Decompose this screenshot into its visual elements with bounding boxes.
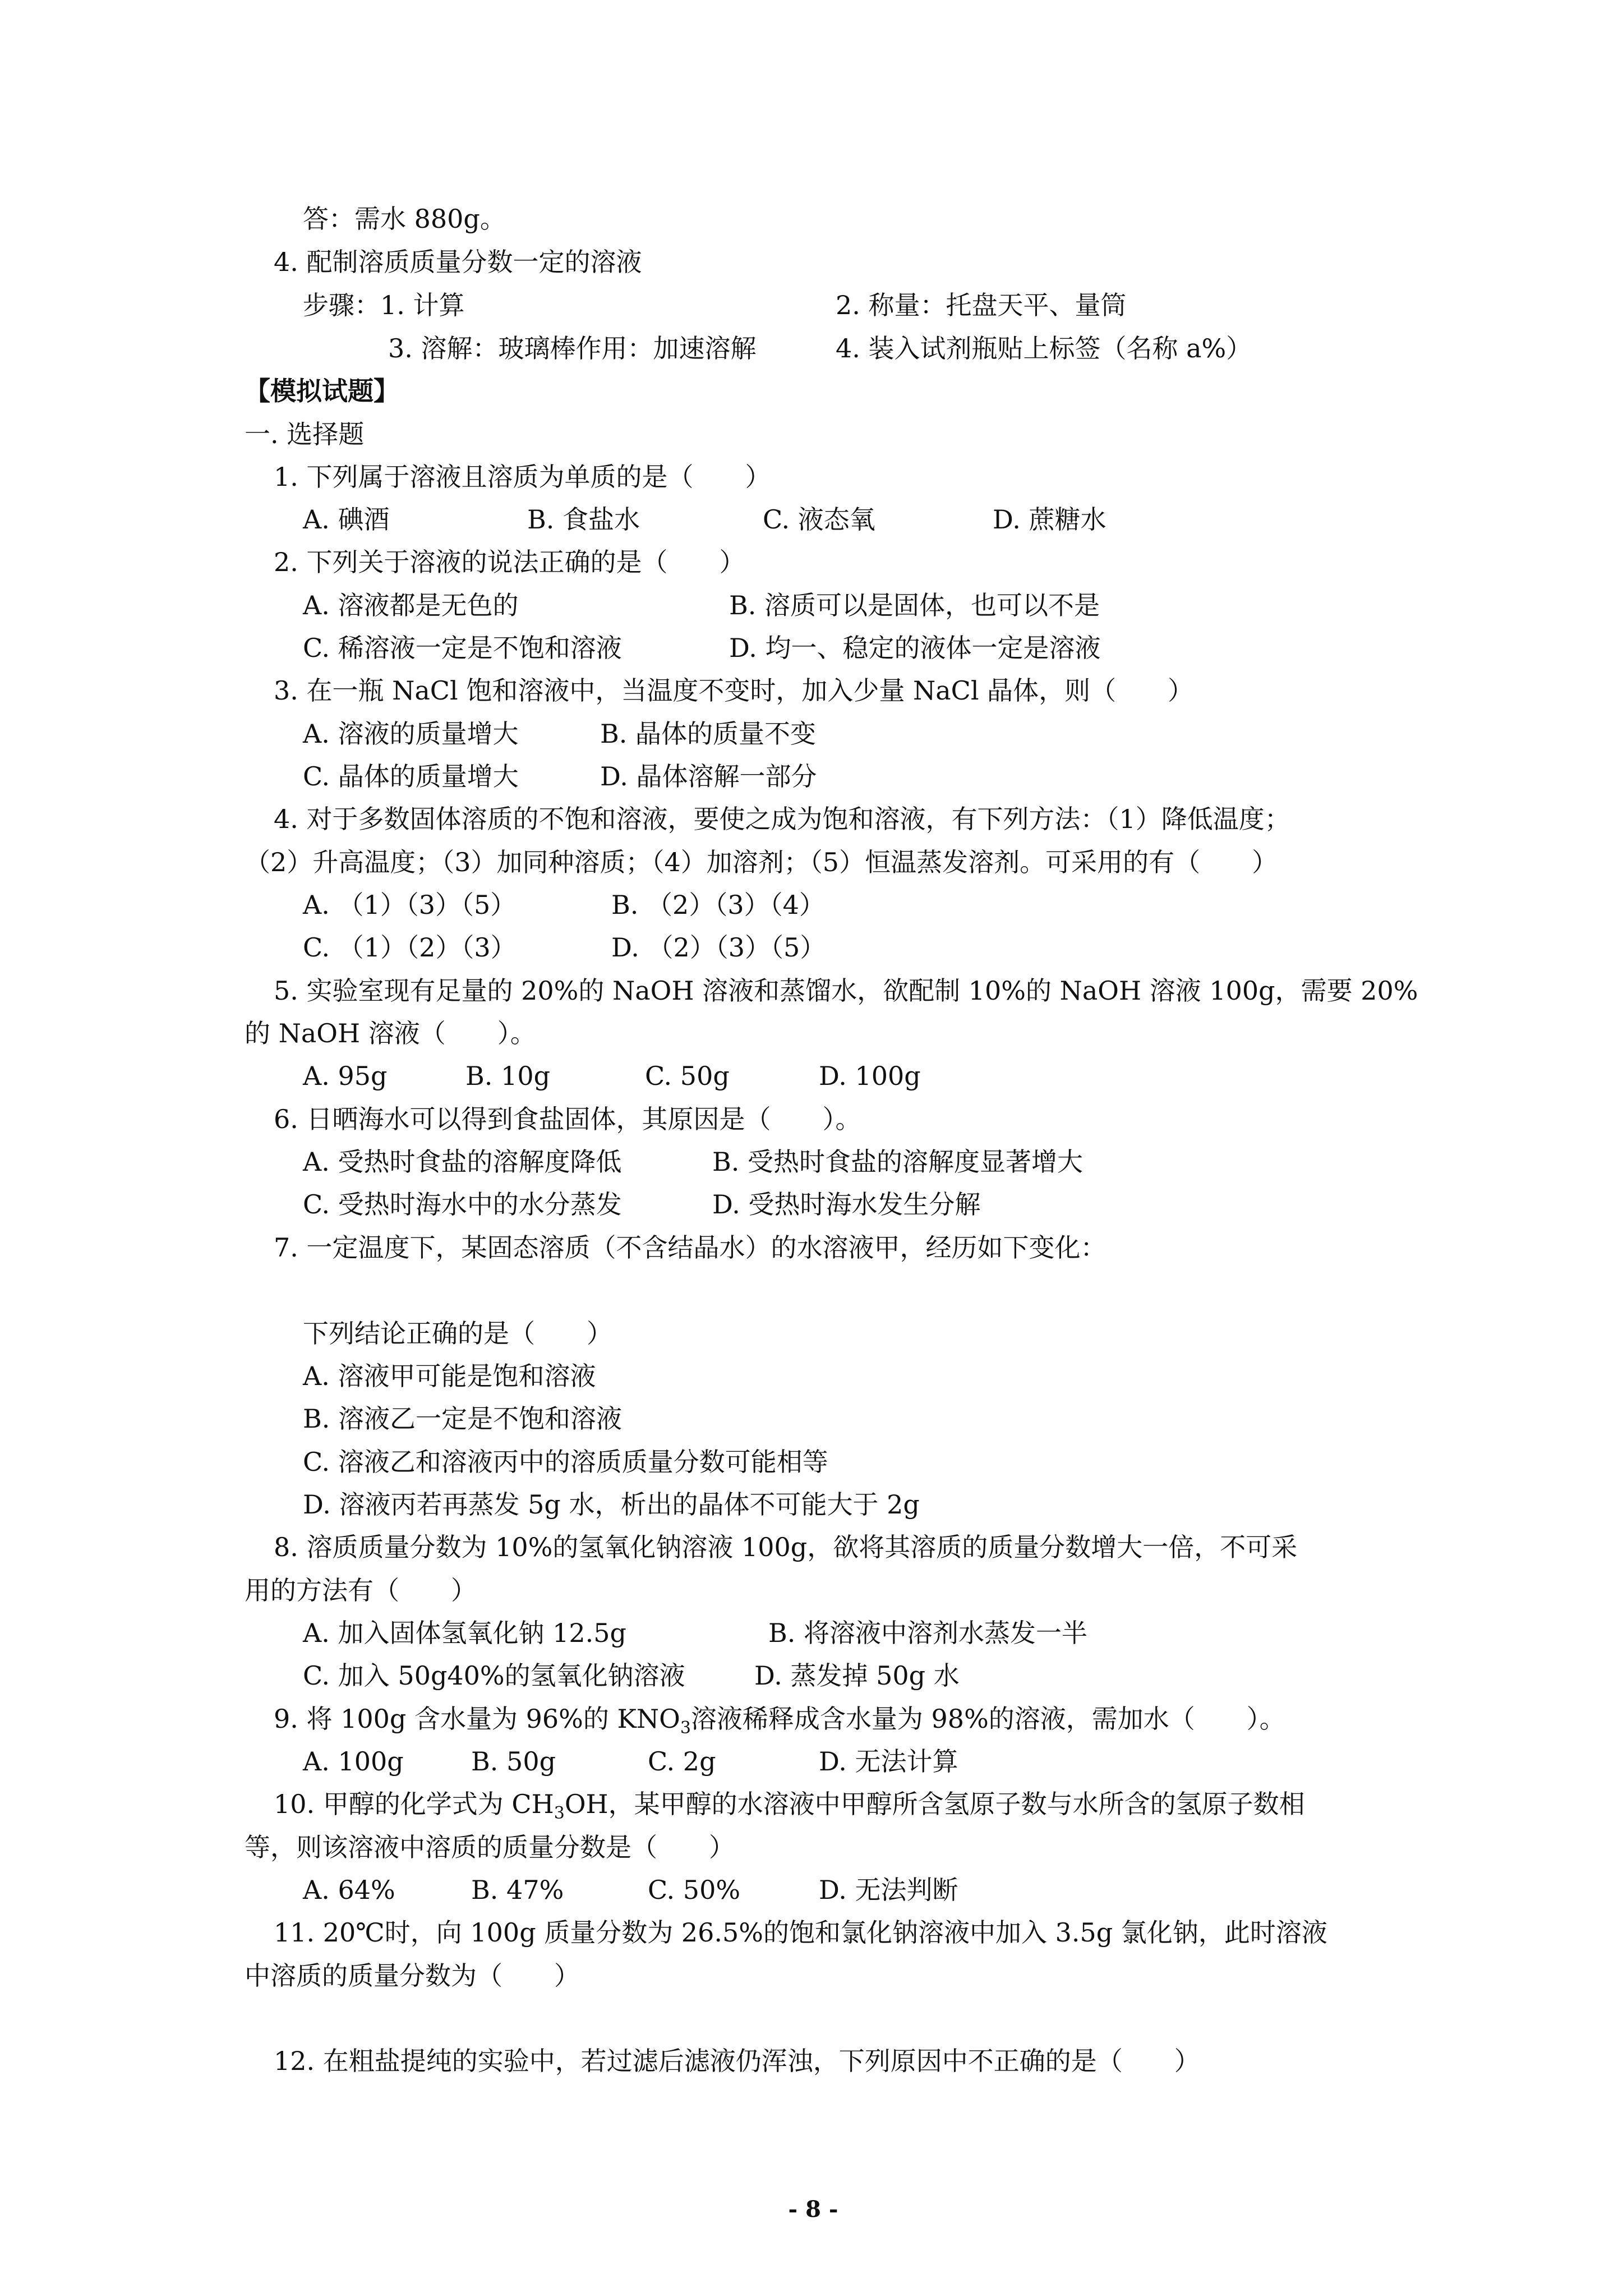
q3-option-b: B. 晶体的质量不变 [600,719,817,749]
q10-option-a: A. 64% [303,1875,395,1905]
item4-title: 4. 配制溶质质量分数一定的溶液 [274,247,642,277]
page-number: - 8 - [788,2196,838,2223]
q8-option-d: D. 蒸发掉 50g 水 [754,1660,960,1691]
q10-stem-line1 [274,1787,1305,1830]
q2-stem: 2. 下列关于溶液的说法正确的是（ ） [274,547,745,577]
q8-stem-line1: 8. 溶质质量分数为 10%的氢氧化钠溶液 100g，欲将其溶质的质量分数增大一倍，不可采 [274,1532,1298,1562]
part-title: 一. 选择题 [245,419,365,449]
q11-stem-line1: 11. 20℃时，向 100g 质量分数为 26.5%的饱和氯化钠溶液中加入 3.5g 氯化钠，此时溶液 [274,1917,1327,1948]
q9-option-c: C. 2g [648,1746,716,1777]
q7-option-d: D. 溶液丙若再蒸发 5g 水，析出的晶体不可能大于 2g [303,1489,920,1520]
q5-option-c: C. 50g [645,1061,730,1091]
q8-option-a: A. 加入固体氢氧化钠 12.5g [303,1618,626,1648]
q10-stem-pre: 10. 甲醇的化学式为 CH [274,1789,554,1819]
q2-option-a: A. 溶液都是无色的 [303,590,519,620]
q4-option-d: D. （2）（3）（5） [611,932,826,963]
q4-stem-line2: （2）升高温度；（3）加同种溶质；（4）加溶剂；（5）恒温蒸发溶剂。可采用的有（ ） [245,847,1278,877]
q4-option-b: B. （2）（3）（4） [611,890,825,920]
q1-stem: 1. 下列属于溶液且溶质为单质的是（ ） [274,462,771,492]
q5-option-d: D. 100g [819,1061,921,1091]
q6-option-d: D. 受热时海水发生分解 [712,1189,981,1220]
q9-stem-subscript: 3 [680,1718,691,1738]
q9-stem [274,1702,1285,1745]
q9-option-a: A. 100g [303,1746,404,1777]
q10-stem-post: OH，某甲醇的水溶液中甲醇所含氢原子数与水所含的氢原子数相 [564,1789,1305,1819]
q8-option-c: C. 加入 50g40%的氢氧化钠溶液 [303,1660,685,1691]
q2-option-b: B. 溶质可以是固体，也可以不是 [729,590,1100,620]
q7-stem: 7. 一定温度下，某固态溶质（不含结晶水）的水溶液甲，经历如下变化： [274,1232,1106,1263]
q1-option-d: D. 蔗糖水 [993,504,1106,535]
q10-option-d: D. 无法判断 [819,1875,958,1905]
q6-option-c: C. 受热时海水中的水分蒸发 [303,1189,622,1220]
q5-option-a: A. 95g [303,1061,388,1091]
q9-option-b: B. 50g [471,1746,556,1777]
q1-option-c: C. 液态氧 [763,504,875,535]
section-title: 【模拟试题】 [245,376,399,406]
q12-stem: 12. 在粗盐提纯的实验中，若过滤后滤液仍浑浊，下列原因中不正确的是（ ） [274,2046,1200,2076]
q8-option-b: B. 将溶液中溶剂水蒸发一半 [768,1618,1088,1648]
q1-option-b: B. 食盐水 [527,504,640,535]
q10-option-b: B. 47% [471,1875,564,1905]
step-2: 2. 称量：托盘天平、量筒 [836,290,1127,320]
q5-stem-line2: 的 NaOH 溶液（ ）。 [245,1018,536,1048]
q6-stem: 6. 日晒海水可以得到食盐固体，其原因是（ ）。 [274,1104,861,1134]
q10-stem-subscript: 3 [554,1803,565,1823]
step-1: 步骤：1. 计算 [303,290,465,320]
q7-option-b: B. 溶液乙一定是不饱和溶液 [303,1404,623,1434]
q10-option-c: C. 50% [648,1875,741,1905]
q9-stem-pre: 9. 将 100g 含水量为 96%的 KNO [274,1704,680,1734]
q6-option-a: A. 受热时食盐的溶解度降低 [303,1147,622,1177]
q3-option-d: D. 晶体溶解一部分 [600,761,817,792]
q5-stem-line1: 5. 实验室现有足量的 20%的 NaOH 溶液和蒸馏水，欲配制 10%的 NaOH 溶液 100g，需要 20% [274,976,1418,1006]
q3-option-c: C. 晶体的质量增大 [303,761,519,792]
q4-stem-line1: 4. 对于多数固体溶质的不饱和溶液，要使之成为饱和溶液，有下列方法：（1）降低温度； [274,804,1290,834]
q3-stem: 3. 在一瓶 NaCl 饱和溶液中，当温度不变时，加入少量 NaCl 晶体，则（ ） [274,675,1194,706]
step-4: 4. 装入试剂瓶贴上标签（名称 a%） [836,333,1252,364]
q7-option-c: C. 溶液乙和溶液丙中的溶质质量分数可能相等 [303,1447,828,1477]
step-3: 3. 溶解：玻璃棒作用：加速溶解 [388,333,757,364]
q6-option-b: B. 受热时食盐的溶解度显著增大 [712,1147,1083,1177]
q7-prompt: 下列结论正确的是（ ） [303,1318,612,1349]
q9-option-d: D. 无法计算 [819,1746,958,1777]
answer-line: 答：需水 880g。 [303,204,506,234]
q5-option-b: B. 10g [465,1061,551,1091]
q11-stem-line2: 中溶质的质量分数为（ ） [245,1961,580,1991]
q9-stem-post: 溶液稀释成含水量为 98%的溶液，需加水（ ）。 [690,1704,1285,1734]
q4-option-a: A. （1）（3）（5） [303,890,517,920]
q8-stem-line2: 用的方法有（ ） [245,1575,477,1605]
q2-option-c: C. 稀溶液一定是不饱和溶液 [303,633,622,663]
q10-stem-line2: 等，则该溶液中溶质的质量分数是（ ） [245,1832,735,1862]
q3-option-a: A. 溶液的质量增大 [303,719,519,749]
q1-option-a: A. 碘酒 [303,504,390,535]
q7-option-a: A. 溶液甲可能是饱和溶液 [303,1361,596,1391]
q4-option-c: C. （1）（2）（3） [303,932,517,963]
q2-option-d: D. 均一、稳定的液体一定是溶液 [729,633,1101,663]
